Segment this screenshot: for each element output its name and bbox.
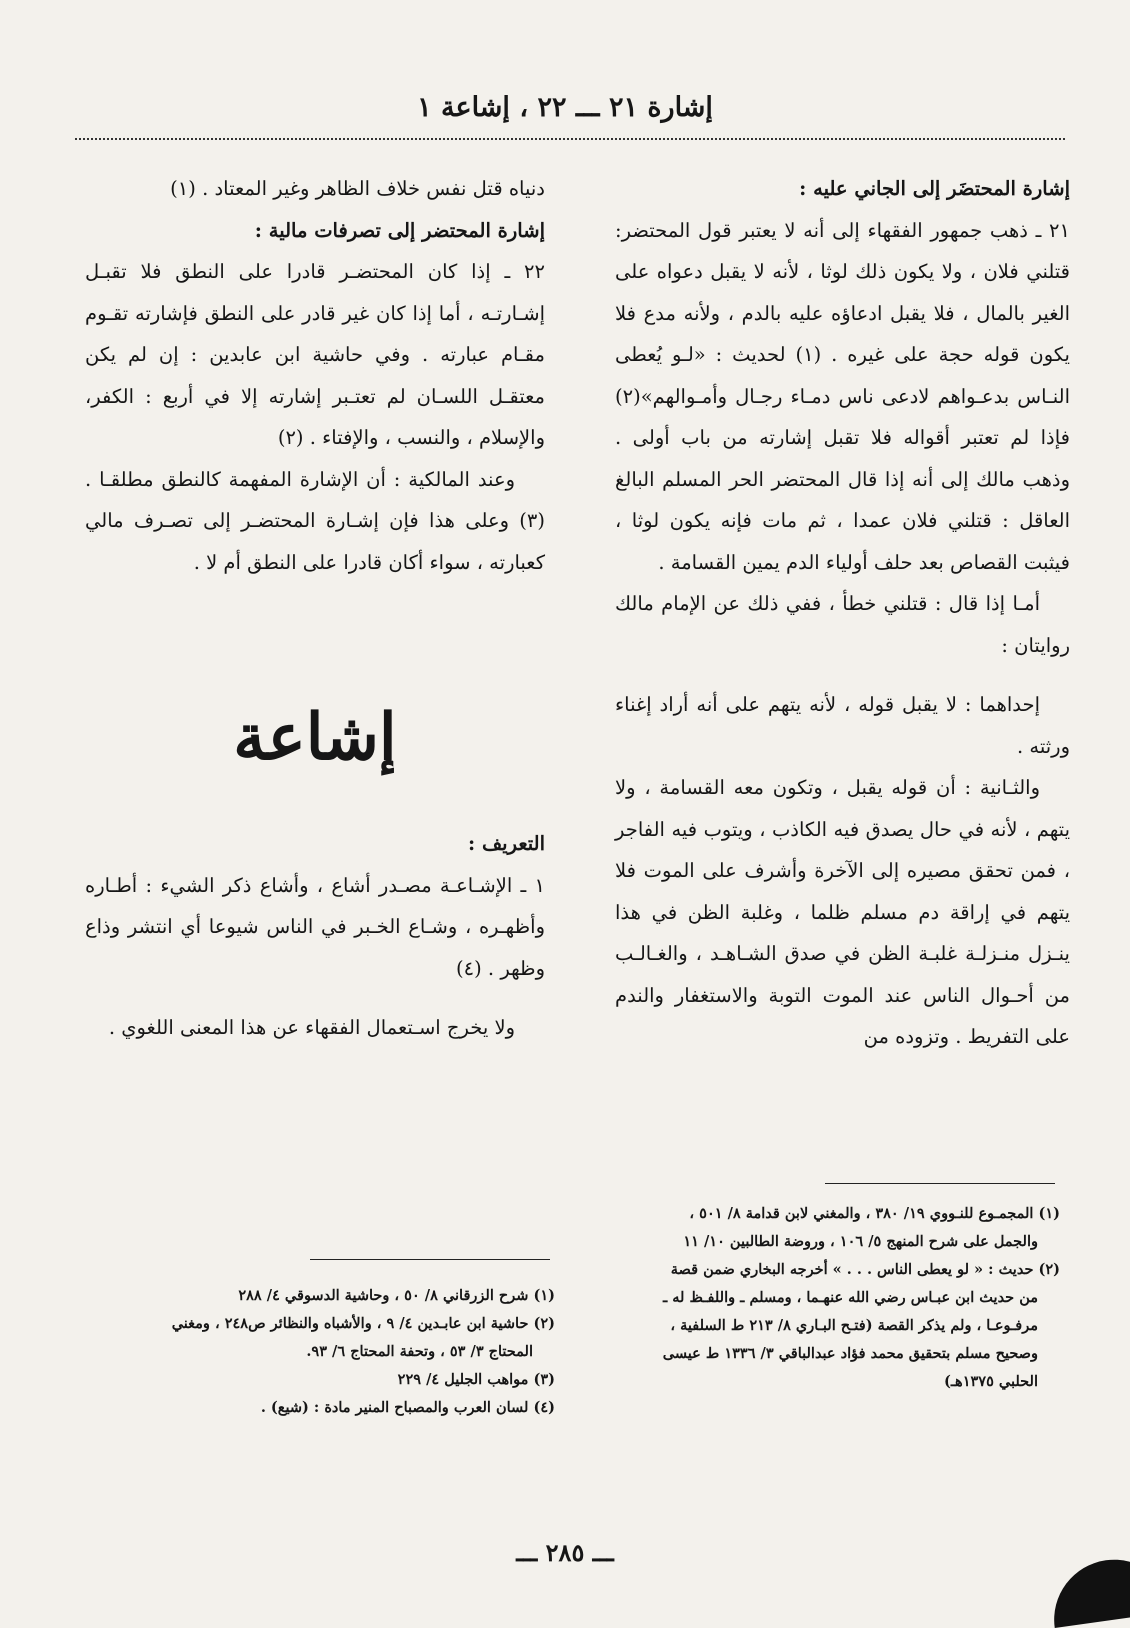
footnote-rule-left [310,1259,550,1260]
paragraph-thaniya: والثـانية : أن قوله يقبل ، وتكون معه القسامة ، ولا يتهم ، لأنه في حال يصدق فيه الكاذب ، ويتوب فيه الفاجر ، فمن تحقق مصيره إلى الآخرة وأشرف على الموت فلا يتهم في إراقة دم مسلم ظلما ، وغلبة الظن في هذا ينـزل منـزلـة غلبـة الظن في صدق الشـاهـد ، والغـالـب من أحـوال الناس عند الموت التوبة والاستغفار والندم على التفريط . وتزوده من [615,776,1070,1048]
page-number: ـــ ٢٨٥ ـــ [516,1538,614,1567]
footnote-line: (١) المجمـوع للنـووي ١٩/ ٣٨٠ ، والمغني لابن قدامة ٨/ ٥٠١ ، [689,1205,1060,1222]
footnote-line: (٢) حاشية ابن عابـدين ٤/ ٩ ، والأشباه والنظائر ص٢٤٨ ، ومغني [171,1315,555,1332]
left-column [85,168,545,1049]
paragraph-1: ١ ـ الإشـاعـة مصـدر أشاع ، وأشاع ذكر الشيء : أطـاره وأظهـره ، وشـاع الخـبر في الناس شيوعا أي انتشر وذاع وظهر . (٤) [85,873,545,980]
paragraph-21: ٢١ ـ ذهب جمهور الفقهاء إلى أنه لا يعتبر قول المحتضر: قتلني فلان ، ولا يكون ذلك لوثا ، لأنه لا يقبل دعواه على الغير بالمال ، فلا يقبل ادعاؤه عليه بالدم ، ولأنه مدع فلا يكون قوله حجة على غيره . (١) لحديث : «لـو يُعطى النـاس بدعـواهم لادعى ناس دمـاء رجـال وأمـوالهم»(٢) فإذا لم تعتبر أقواله فلا تقبل إشارته من باب أولى . وذهب مالك إلى أنه إذا قال المحتضر الحر المسلم البالغ العاقل : قتلني فلان عمدا ، ثم مات فإنه يكون لوثا ، فيثبت القصاص بعد حلف أولياء الدم يمين القسامة . [615,218,1070,574]
footnote-rule-right [825,1183,1055,1184]
footnote-line: (٤) لسان العرب والمصباح المنير مادة : (شيع) . [260,1399,555,1416]
footnote-line: المحتاج ٣/ ٥٣ ، وتحفة المحتاج ٦/ ٩٣. [306,1343,533,1360]
running-header: إشارة ٢١ ـــ ٢٢ ، إشاعة ١ [417,92,713,123]
footnote-line: من حديث ابن عبـاس رضي الله عنهـما ، ومسلم ـ واللفـظ له ـ [662,1289,1038,1306]
subheading-financial: إشارة المحتضر إلى تصرفات مالية : [254,218,545,242]
paragraph-la-yakhruj: ولا يخرج اسـتعمال الفقهاء عن هذا المعنى اللغوي . [108,1016,515,1039]
header-dotted-rule [75,138,1065,140]
continuation-line: دنياه قتل نفس خلاف الظاهر وغير المعتاد . (١) [170,177,545,200]
definition-heading: التعريف : [467,832,545,855]
entry-title: إشاعة [233,700,397,775]
footnotes-left [80,1282,555,1422]
footnote-line: والجمل على شرح المنهج ٥/ ١٠٦ ، وروضة الطالبين ١٠/ ١١ [683,1233,1038,1250]
footnotes-right [600,1200,1060,1396]
paragraph-malikiya: وعند المالكية : أن الإشارة المفهمة كالنطق مطلقـا . (٣) وعلى هذا فإن إشـارة المحتضـر إلى تصـرف مالي كعبارته ، سواء أكان قادرا على النطق أم لا . [85,467,545,574]
footnote-line: (٢) حديث : « لو يعطى الناس . . . » أخرجه البخاري ضمن قصة [670,1261,1060,1278]
footnote-line: وصحيح مسلم بتحقيق محمد فؤاد عبدالباقي ٣/ ١٣٣٦ ط عيسى [662,1345,1038,1362]
right-column [615,168,1070,1058]
paragraph-ihdahuma: إحداهما : لا يقبل قوله ، لأنه يتهم على أنه أراد إغناء ورثته . [615,693,1070,758]
footnote-line: (٣) مواهب الجليل ٤/ ٢٢٩ [397,1371,555,1388]
footnote-line: (١) شرح الزرقاني ٨/ ٥٠ ، وحاشية الدسوقي ٤/ ٢٨٨ [238,1287,555,1304]
footnote-line: مرفـوعـا ، ولم يذكر القصة (فتـح البـاري ٨/ ٢١٣ ط السلفية ، [670,1317,1038,1334]
subheading-injurer: إشارة المحتضَر إلى الجاني عليه : [799,177,1070,200]
paragraph-khata: أمـا إذا قال : قتلني خطأ ، ففي ذلك عن الإمام مالك روايتان : [615,592,1070,657]
footnote-line: الحلبي ١٣٧٥هـ) [943,1373,1038,1390]
paragraph-22: ٢٢ ـ إذا كان المحتضـر قادرا على النطق فلا تقبـل إشـارتـه ، أما إذا كان غير قادر على النطق فإشارته تقـوم مقـام عبارته . وفي حاشية ابن عابدين : إن لم يكن معتقـل اللسـان لم تعتـبر إشارته إلا في أربع : الكفر، والإسلام ، والنسب ، والإفتاء . (٢) [85,260,545,449]
